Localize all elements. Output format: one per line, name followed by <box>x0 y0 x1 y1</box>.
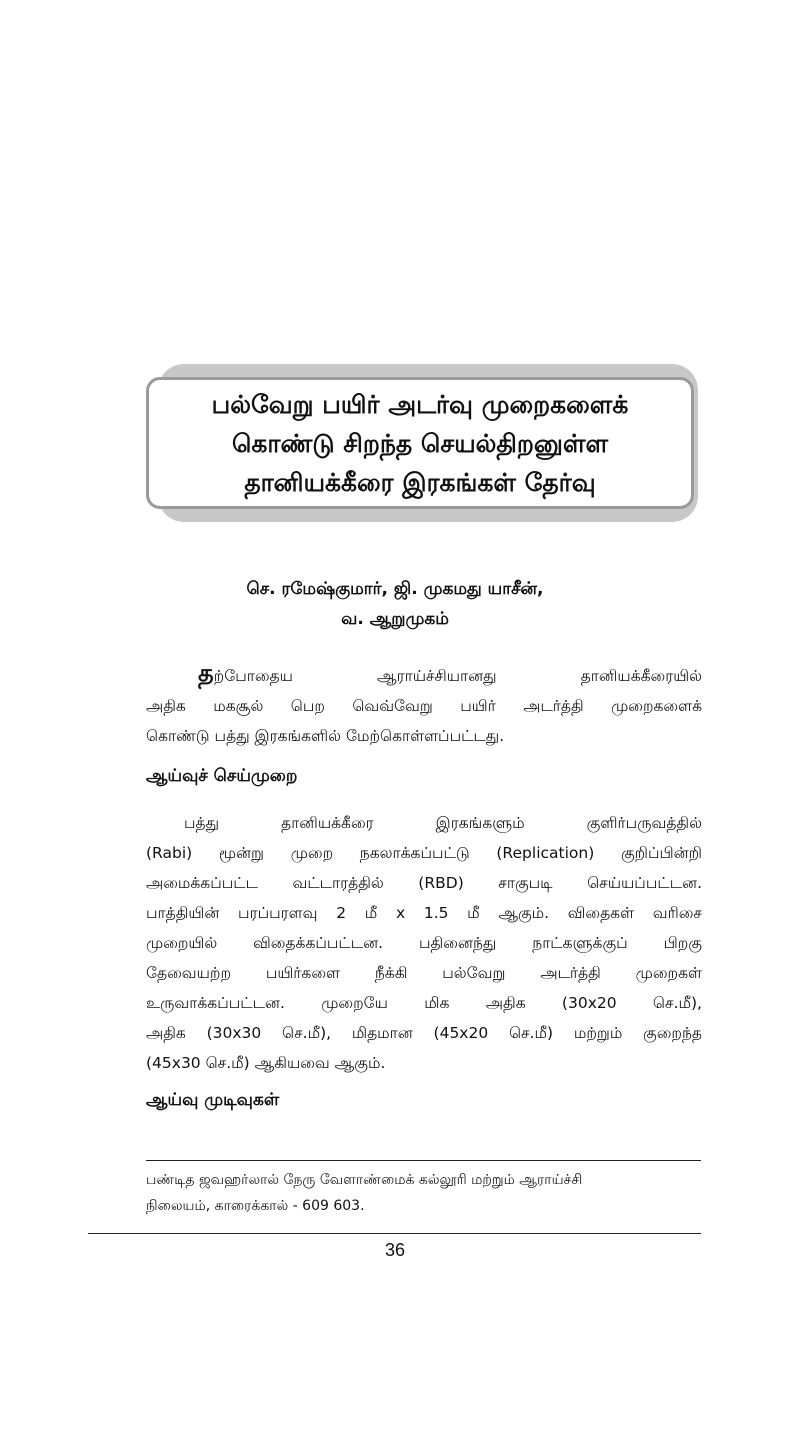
method-line-5: முறையில் விதைக்கப்பட்டன. பதினைந்து நாட்களுக்குப் பிறகு <box>146 934 702 952</box>
method-line-2: (Rabi) மூன்று முறை நகலாக்கப்பட்டு (Replication) குறிப்பின்றி <box>146 844 702 862</box>
method-line-6: தேவையற்ற பயிர்களை நீக்கி பல்வேறு அடர்த்தி முறைகள் <box>146 964 702 982</box>
method-paragraph <box>146 808 702 1078</box>
intro-line-3: கொண்டு பத்து இரகங்களில் மேற்கொள்ளப்பட்டது. <box>146 727 505 745</box>
page-number: 36 <box>384 1240 406 1260</box>
footnote-line-2: நிலையம், காரைக்கால் - 609 603. <box>146 1198 365 1214</box>
title-line-2: கொண்டு சிறந்த செயல்திறனுள்ள <box>231 428 609 458</box>
intro-line-1 <box>146 658 702 691</box>
title-line-3: தானியக்கீரை இரகங்கள் தேர்வு <box>244 467 596 497</box>
section-heading-method: ஆய்வுச் செய்முறை <box>146 766 298 786</box>
authors-line-1: செ. ரமேஷ்குமார், ஜி. முகமது யாசீன், <box>246 579 544 599</box>
method-line-8: அதிக (30x30 செ.மீ), மிதமான (45x20 செ.மீ) மற்றும் குறைந்த <box>146 1024 702 1042</box>
method-line-4: பாத்தியின் பரப்பரளவு 2 மீ x 1.5 மீ ஆகும். விதைகள் வரிசை <box>146 904 702 922</box>
method-line-7: உருவாக்கப்பட்டன. முறையே மிக அதிக (30x20 செ.மீ), <box>146 994 702 1012</box>
footnote <box>146 1167 702 1219</box>
intro-paragraph <box>146 658 702 751</box>
method-line-9: (45x30 செ.மீ) ஆகியவை ஆகும். <box>146 1054 386 1072</box>
title-line-1: பல்வேறு பயிர் அடர்வு முறைகளைக் <box>211 389 629 419</box>
method-line-3: அமைக்கப்பட்ட வட்டாரத்தில் (RBD) சாகுபடி செய்யப்பட்டன. <box>146 874 702 892</box>
footnote-divider <box>146 1160 701 1161</box>
title-box <box>146 377 694 509</box>
section-heading-results: ஆய்வு முடிவுகள் <box>146 1090 280 1110</box>
authors-line-2: வ. ஆறுமுகம் <box>341 609 449 629</box>
method-line-1: பத்து தானியக்கீரை இரகங்களும் குளிர்பருவத்தில் <box>184 814 702 832</box>
intro-line-1-text: ற்போதைய ஆராய்ச்சியானது தானியக்கீரையில் <box>213 667 702 685</box>
page-bottom-divider <box>88 1233 701 1234</box>
authors <box>100 574 690 634</box>
intro-line-2: அதிக மகசூல் பெற வெவ்வேறு பயிர் அடர்த்தி முறைகளைக் <box>146 697 702 715</box>
footnote-line-1: பண்டித ஜவஹர்லால் நேரு வேளாண்மைக் கல்லூரி மற்றும் ஆராய்ச்சி <box>146 1172 583 1188</box>
drop-cap: த <box>198 659 214 687</box>
